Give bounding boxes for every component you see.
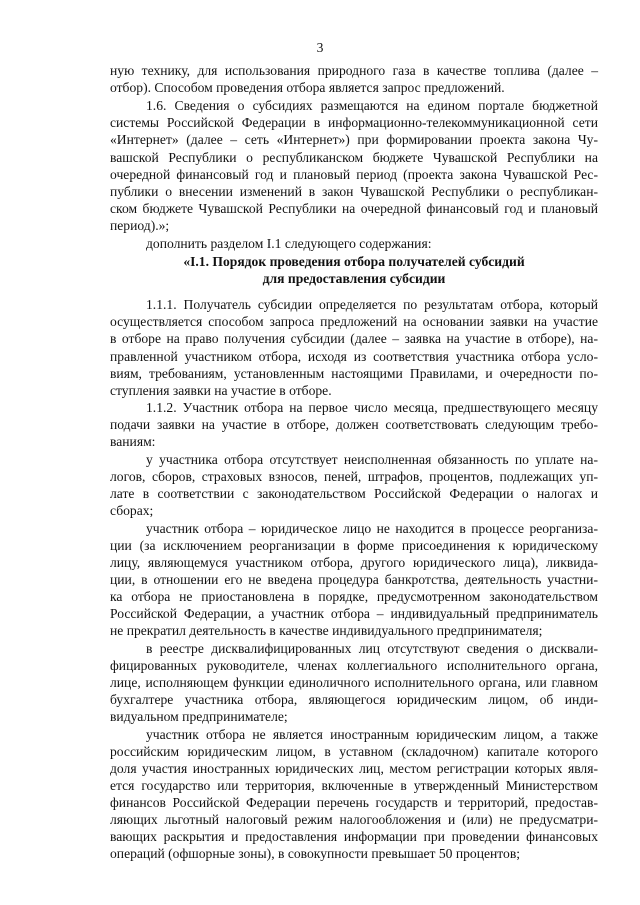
text-line: вающих раскрытия и предоставления информации при проведении финансовых <box>110 829 598 844</box>
text-line: лицу, являющемуся участником отбора, другого юридического лица), ликвида- <box>110 555 598 570</box>
text-line: операций (офшорные зоны), в совокупности превышает 50 процентов; <box>110 846 521 861</box>
text-line: в реестре дисквалифицированных лиц отсутствуют сведения о дисквали- <box>146 641 598 656</box>
text-line: очередной финансовый год и плановый период (проекта закона Чувашской Рес- <box>110 167 598 182</box>
text-line: в отборе на право получения субсидии (далее – заявка на участие в отборе), на- <box>110 331 598 346</box>
text-line: ступления заявки на участие в отборе. <box>110 383 332 398</box>
text-line: у участника отбора отсутствует неисполненная обязанность по уплате на- <box>146 452 598 467</box>
text-line: виям, требованиям, установленным настоящими Правилами, и очередности по- <box>110 366 598 381</box>
text-line: финансов Российской Федерации перечень государств и территорий, предостав- <box>110 795 598 810</box>
text-line: участник отбора не является иностранным юридическим лицом, а также <box>146 727 598 742</box>
page-number: 3 <box>316 40 324 55</box>
text-line: «Интернет» (далее – сеть «Интернет») при формировании проекта закона Чу- <box>110 132 598 147</box>
text-line: ка отбора не приостановлена в порядке, предусмотренном законодательством <box>110 589 598 604</box>
text-line: 1.1.2. Участник отбора на первое число месяца, предшествующего месяцу <box>146 400 598 415</box>
text-line: ется государство или территория, включенные в утвержденный Министерством <box>110 778 598 793</box>
text-line: дополнить разделом I.1 следующего содержания: <box>146 236 432 251</box>
text-line: осуществляется способом запроса предложений на основании заявки на участие <box>110 314 598 329</box>
text-line: лице, исполняющем функции единоличного исполнительного органа, или главном <box>110 675 598 690</box>
text-line: вашской Республики о республиканском бюджете Чувашской Республики на <box>110 150 598 165</box>
text-line: ваниям: <box>110 434 156 449</box>
text-line: бухгалтере участника отбора, являющегося юридическим лицом, об инди- <box>110 692 598 707</box>
text-line: Российской Федерации, а участник отбора – индивидуальный предприниматель <box>110 606 598 621</box>
text-line: 1.1.1. Получатель субсидии определяется по результатам отбора, который <box>146 297 598 312</box>
text-line: системы Российской Федерации в информационно-телекоммуникационной сети <box>110 115 598 130</box>
text-line: сборах; <box>110 503 154 518</box>
text-line: публики о внесении изменений в закон Чувашской Республики о республикан- <box>110 184 598 199</box>
text-line: ную технику, для использования природного газа в качестве топлива (далее – <box>110 63 598 78</box>
text-line: 1.6. Сведения о субсидиях размещаются на едином портале бюджетной <box>146 98 598 113</box>
section-heading: «I.1. Порядок проведения отбора получателей субсидий <box>183 254 525 269</box>
text-line: доля участия иностранных юридических лиц, местом регистрации которых явля- <box>110 761 598 776</box>
section-heading: для предоставления субсидии <box>262 271 446 286</box>
text-line: ском бюджете Чувашской Республики на очередной финансовый год и плановый <box>110 201 598 216</box>
text-line: участник отбора – юридическое лицо не находится в процессе реорганиза- <box>146 521 598 536</box>
text-line: не прекратил деятельность в качестве индивидуального предпринимателя; <box>110 623 543 638</box>
text-line: логов, сборов, страховых взносов, пеней, штрафов, процентов, подлежащих уп- <box>110 469 598 484</box>
text-line: ляющих льготный налоговый режим налогообложения и (или) не предусматри- <box>110 812 598 827</box>
text-line: подачи заявки на участие в отборе, должен соответствовать следующим требо- <box>110 417 598 432</box>
text-line: ции (за исключением реорганизации в форме присоединения к юридическому <box>110 538 598 553</box>
text-line: российским юридическим лицом, в уставном (складочном) капитале которого <box>110 744 598 759</box>
text-line: правленной участником отбора, исходя из соответствия участника отбора усло- <box>110 349 598 364</box>
text-line: лате в соответствии с законодательством Российской Федерации о налогах и <box>110 486 598 501</box>
text-line: видуальном предпринимателе; <box>110 709 288 724</box>
text-line: период).»; <box>110 218 170 233</box>
text-line: отбор). Способом проведения отбора является запрос предложений. <box>110 80 505 95</box>
text-line: ции, в отношении его не введена процедура банкротства, деятельность участни- <box>110 572 598 587</box>
text-line: фицированных руководителе, членах коллегиального исполнительного органа, <box>110 658 598 673</box>
